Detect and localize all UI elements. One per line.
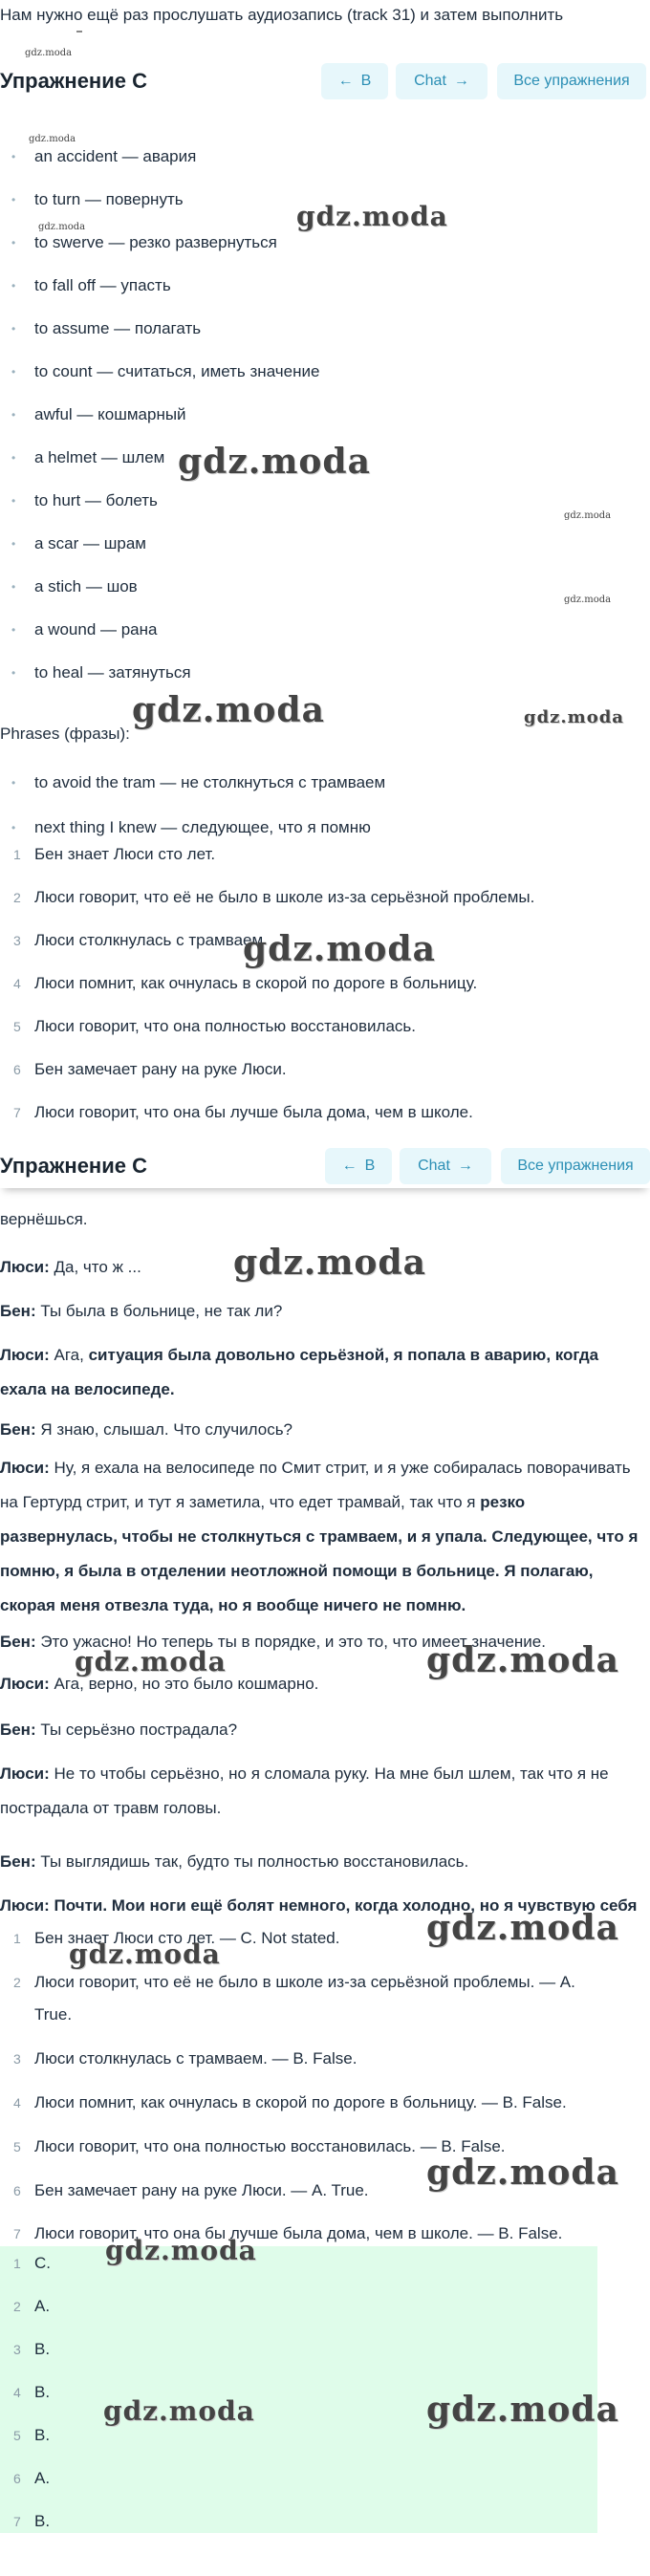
arrow-right-icon: → bbox=[457, 1158, 473, 1174]
vocab-item: • to hurt — болеть bbox=[11, 491, 158, 510]
watermark: gdz.moda bbox=[75, 1646, 227, 1678]
dialogue-line: Бен: Это ужасно! Но теперь ты в порядке, и это то, что имеет значение. bbox=[0, 1633, 546, 1651]
watermark: gdz.moda bbox=[296, 201, 448, 232]
chat-label: Chat bbox=[418, 1158, 450, 1174]
phrase-item: • to avoid the tram — не столкнуться с трамваем bbox=[11, 773, 385, 792]
phrase-item: • next thing I knew — следующее, что я помню bbox=[11, 818, 371, 837]
exercise-title: Упражнение C bbox=[0, 69, 147, 93]
dialogue-line: Люси: Ага, ситуация была довольно серьёзной, я попала в аварию, когда ехала на велосипеде. bbox=[0, 1346, 599, 1398]
watermark: gdz.moda bbox=[132, 690, 325, 730]
watermark: gdz.moda bbox=[524, 707, 624, 727]
dialogue-line: Бен: Я знаю, слышал. Что случилось? bbox=[0, 1420, 293, 1439]
statement-row: 7 Люси говорит, что она бы лучше была дома, чем в школе. bbox=[13, 1103, 473, 1121]
answer-row: 4 Люси помнит, как очнулась в скорой по дороге в больницу. — B. False. bbox=[13, 2093, 567, 2111]
vocab-item: • a helmet — шлем bbox=[11, 448, 164, 467]
watermark: gdz.moda bbox=[105, 2235, 257, 2266]
dialogue-line: Бен: Ты была в больнице, не так ли? bbox=[0, 1302, 283, 1320]
answer-row: 2 Люси говорит, что её не было в школе из-за серьёзной проблемы. — A. True. bbox=[13, 1973, 575, 2024]
all-exercises-label: Все упражнения bbox=[517, 1158, 634, 1174]
vocab-item: • to assume — полагать bbox=[11, 319, 201, 338]
watermark: gdz.moda bbox=[29, 134, 76, 144]
answer-row: 3 Люси столкнулась с трамваем. — B. False. bbox=[13, 2049, 358, 2067]
vocab-item: • a scar — шрам bbox=[11, 534, 146, 553]
answer-row: 6 Бен замечает рану на руке Люси. — A. True. bbox=[13, 2181, 369, 2199]
watermark: gdz.moda bbox=[426, 2390, 619, 2430]
all-exercises-button[interactable] bbox=[501, 1148, 650, 1184]
dialogue-line: Люси: Ага, верно, но это было кошмарно. bbox=[0, 1675, 319, 1693]
vocab-item: • to fall off — упасть bbox=[11, 276, 171, 295]
watermark: gdz.moda bbox=[564, 595, 612, 605]
vocab-item: • an accident — авария bbox=[11, 147, 196, 166]
watermark: gdz.moda bbox=[178, 442, 371, 482]
vocab-item: • awful — кошмарный bbox=[11, 405, 186, 424]
watermark: gdz.moda bbox=[25, 48, 73, 58]
all-exercises-button[interactable] bbox=[497, 63, 646, 99]
vocab-item: • to swerve — резко развернуться bbox=[11, 233, 277, 252]
watermark: gdz.moda bbox=[426, 1908, 619, 1948]
all-exercises-label: Все упражнения bbox=[513, 73, 630, 89]
vocab-item: • a wound — рана bbox=[11, 620, 157, 639]
chat-button[interactable] bbox=[396, 63, 488, 99]
prev-exercise-label: B bbox=[364, 1158, 376, 1174]
answer-row: 5 Люси говорит, что она полностью восстановилась. — B. False. bbox=[13, 2137, 506, 2155]
answer-short-row: 6 A. bbox=[13, 2469, 51, 2487]
watermark: gdz.moda bbox=[243, 929, 436, 969]
statement-row: 2 Люси говорит, что её не было в школе из-за серьёзной проблемы. bbox=[13, 888, 535, 906]
answer-short-row: 5 B. bbox=[13, 2426, 51, 2444]
watermark: gdz.moda bbox=[426, 2153, 619, 2193]
dialogue-line: вернёшься. bbox=[0, 1210, 88, 1228]
answer-short-row: 1 C. bbox=[13, 2254, 51, 2272]
chat-button[interactable] bbox=[400, 1148, 491, 1184]
answer-short-row: 4 B. bbox=[13, 2383, 51, 2401]
phrases-label: Phrases (фразы): bbox=[0, 725, 130, 743]
watermark: gdz.moda bbox=[426, 1640, 619, 1680]
exercise-title: Упражнение C bbox=[0, 1154, 147, 1178]
exercise-header bbox=[0, 59, 650, 101]
watermark: gdz.moda bbox=[38, 222, 86, 232]
dialogue-line: Люси: Почти. Мои ноги ещё болят немного, когда холодно, но я чувствую себя bbox=[0, 1896, 638, 1915]
statement-row: 4 Люси помнит, как очнулась в скорой по дороге в больницу. bbox=[13, 974, 478, 992]
vocab-item: • to count — считаться, иметь значение bbox=[11, 362, 319, 381]
answer-short-row: 2 A. bbox=[13, 2297, 51, 2315]
dialogue-line: Бен: Ты выглядишь так, будто ты полностью восстановилась. bbox=[0, 1852, 469, 1871]
statement-row: 1 Бен знает Люси сто лет. bbox=[13, 845, 216, 863]
arrow-right-icon: → bbox=[453, 73, 469, 89]
prev-exercise-button[interactable] bbox=[325, 1148, 392, 1184]
answer-short-row: 7 B. bbox=[13, 2512, 51, 2530]
answer-row: 7 Люси говорит, что она бы лучше была дома, чем в школе. — B. False. bbox=[13, 2224, 563, 2242]
dialogue-line: Бен: Ты серьёзно пострадала? bbox=[0, 1721, 238, 1739]
prev-exercise-button[interactable] bbox=[321, 63, 388, 99]
watermark: gdz.moda bbox=[103, 2395, 255, 2427]
arrow-left-icon: ← bbox=[337, 73, 354, 89]
exercise-header-sticky bbox=[0, 1144, 650, 1188]
watermark: gdz.moda bbox=[233, 1243, 426, 1283]
dialogue-line: Люси: Ну, я ехала на велосипеде по Смит стрит, и я уже собиралась поворачивать на Гертурд стрит, и тут я заметила, что едет трамвай, так что я резко развернулась, чтобы не столкнуться с трамваем, и я упала. Следующее, что я помню, я была в отделении неотложной помощи в больнице. Я полагаю, скорая меня отвезла туда, но я вообще ничего не помню. bbox=[0, 1459, 639, 1614]
chat-label: Chat bbox=[414, 73, 446, 89]
statement-row: 3 Люси столкнулась с трамваем. bbox=[13, 931, 268, 949]
statement-row: 5 Люси говорит, что она полностью восстановилась. bbox=[13, 1017, 416, 1035]
vocab-item: • to heal — затянуться bbox=[11, 663, 191, 682]
vocab-item: • to turn — повернуть bbox=[11, 190, 184, 209]
dialogue-line: Люси: Не то чтобы серьёзно, но я сломала руку. На мне был шлем, так что я не пострадала от травм головы. bbox=[0, 1764, 609, 1817]
cursor-mark bbox=[76, 31, 82, 32]
intro-text: Нам нужно ещё раз прослушать аудиозапись (track 31) и затем выполнить bbox=[0, 6, 564, 24]
dialogue-line: Люси: Да, что ж ... bbox=[0, 1258, 141, 1276]
vocab-item: • a stich — шов bbox=[11, 577, 138, 596]
watermark: gdz.moda bbox=[69, 1938, 221, 1970]
answer-short-row: 3 B. bbox=[13, 2340, 51, 2358]
watermark: gdz.moda bbox=[564, 510, 612, 521]
prev-exercise-label: B bbox=[360, 73, 372, 89]
answer-row: 1 Бен знает Люси сто лет. — C. Not stated. bbox=[13, 1929, 340, 1947]
arrow-left-icon: ← bbox=[341, 1158, 358, 1174]
statement-row: 6 Бен замечает рану на руке Люси. bbox=[13, 1060, 287, 1078]
